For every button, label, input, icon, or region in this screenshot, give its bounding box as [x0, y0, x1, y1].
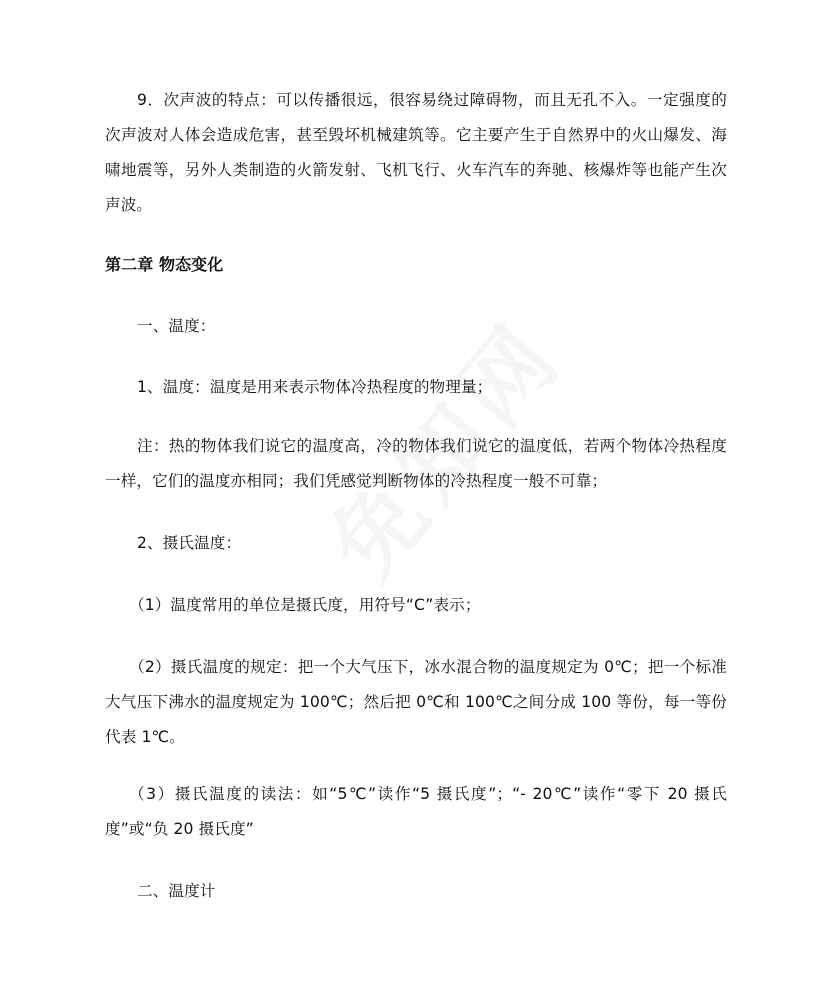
paragraph-temperature-definition: 1、温度：温度是用来表示物体冷热程度的物理量； — [137, 378, 493, 396]
paragraph-celsius-definition: （2）摄氏温度的规定：把一个大气压下，冰水混合物的温度规定为 0℃；把一个标准大气压下沸水的温度规定为 100℃；然后把 0℃和 100℃之间分成 100 等份，每一等份代表 1℃。 — [105, 658, 727, 746]
paragraph-celsius-reading: （3）摄氏温度的读法：如“5℃”读作“5 摄氏度”；“- 20℃”读作“零下 20 摄氏度”或“负 20 摄氏度” — [105, 785, 727, 838]
section-heading-temperature: 一、温度： — [137, 317, 216, 335]
chapter-heading: 第二章 物态变化 — [105, 255, 224, 274]
paragraph-celsius-unit: （1）温度常用的单位是摄氏度，用符号“C”表示； — [129, 596, 481, 614]
paragraph-infrasound: 9．次声波的特点：可以传播很远，很容易绕过障碍物，而且无孔不入。一定强度的次声波对人体会造成危害，甚至毁坏机械建筑等。它主要产生于自然界中的火山爆发、海啸地震等，另外人类制造的火箭发射、飞机飞行、火车汽车的奔驰、核爆炸等也能产生次声波。 — [105, 91, 727, 214]
subsection-celsius: 2、摄氏温度： — [137, 534, 242, 552]
section-heading-thermometer: 二、温度计 — [137, 882, 216, 900]
paragraph-note: 注：热的物体我们说它的温度高，冷的物体我们说它的温度低，若两个物体冷热程度一样，它们的温度亦相同；我们凭感觉判断物体的冷热程度一般不可靠； — [105, 437, 727, 490]
